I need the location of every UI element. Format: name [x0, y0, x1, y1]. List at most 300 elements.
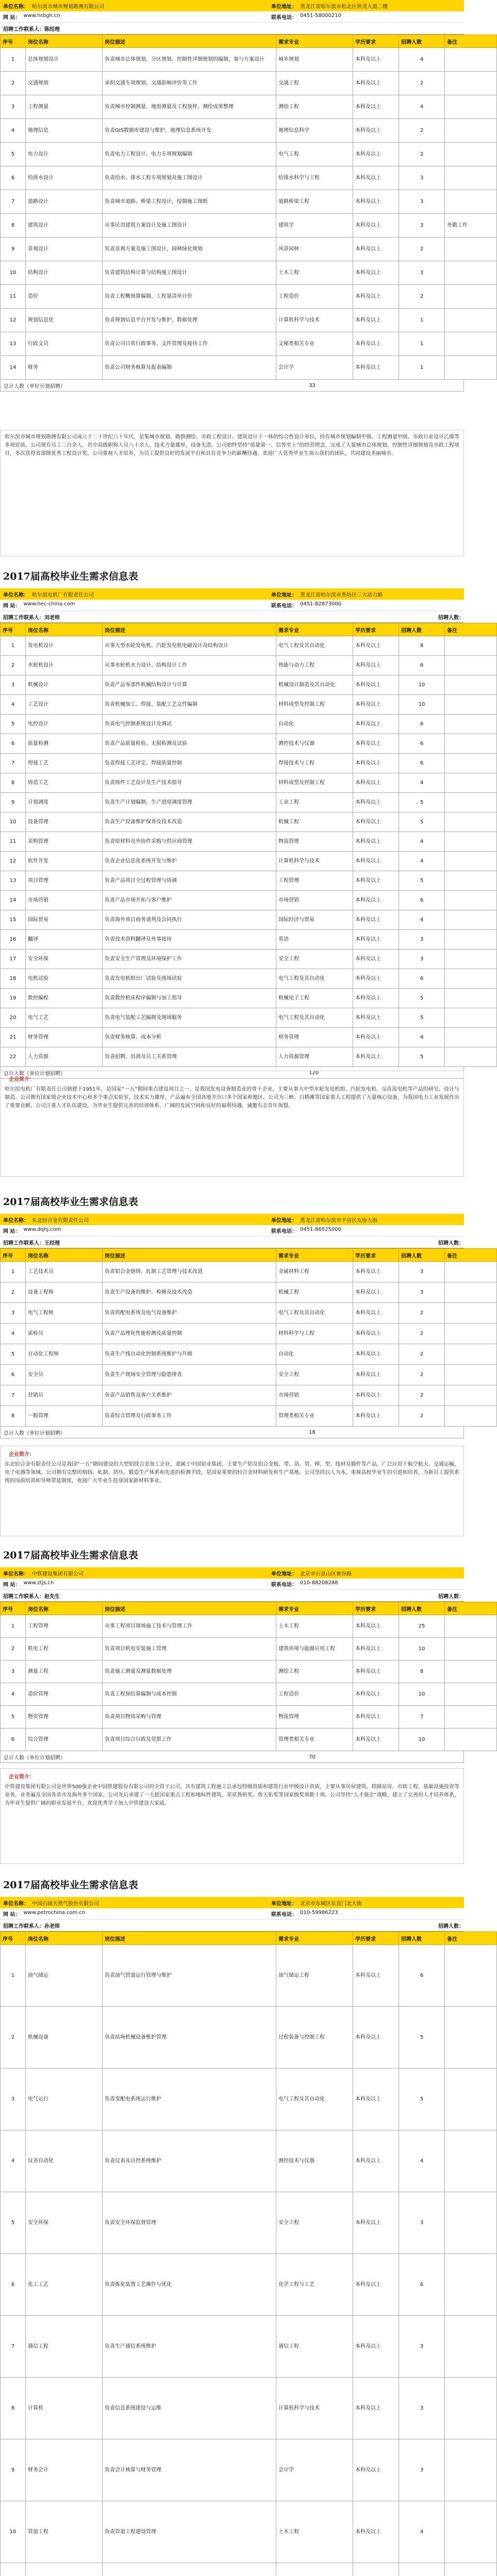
degree: 本科及以上	[353, 2378, 399, 2439]
degree: 本科及以上	[353, 891, 399, 910]
headcount: 10	[399, 695, 445, 715]
total-value: 120	[309, 1070, 319, 1076]
major: 自动化	[276, 715, 353, 734]
table-row	[1, 754, 497, 773]
section-title: 2017届高校毕业生需求信息表	[3, 1550, 138, 1561]
total-row	[0, 1751, 464, 1763]
degree: 本科及以上	[353, 332, 399, 356]
col-header: 备注	[445, 1249, 497, 1262]
address-label: 单位地址：	[271, 592, 297, 598]
remark	[445, 2069, 497, 2130]
job-title: 工艺设计	[26, 695, 103, 715]
remark	[445, 119, 497, 143]
row-index: 8	[1, 773, 26, 793]
degree: 本科及以上	[353, 636, 399, 656]
company-intro	[0, 1071, 464, 1177]
degree: 本科及以上	[353, 675, 399, 695]
major: 风景园林	[276, 238, 353, 261]
major: 材料成型及控制工程	[276, 695, 353, 715]
degree: 本科及以上	[353, 309, 399, 332]
col-header: 需求专业	[276, 35, 353, 48]
table-row	[1, 969, 497, 989]
job-title: 软件开发	[26, 852, 103, 871]
remark	[445, 754, 497, 773]
table-row	[1, 95, 497, 119]
row-index: 2	[1, 2007, 26, 2069]
table-row	[1, 285, 497, 309]
degree: 本科及以上	[353, 2501, 399, 2563]
headcount: 10	[399, 1683, 445, 1706]
job-description: 负责站场机械设备维护管理	[103, 2007, 276, 2069]
major: 土木工程	[276, 2501, 353, 2563]
table-row	[1, 636, 497, 656]
major: 工程造价	[276, 285, 353, 309]
job-title: 测量工程	[26, 1660, 103, 1683]
degree: 本科及以上	[353, 2069, 399, 2130]
degree: 本科及以上	[353, 1008, 399, 1028]
job-title: 总体规划设计	[26, 48, 103, 72]
job-description: 负责仪表及自控系统维护	[103, 2130, 276, 2192]
job-title: 景观设计	[26, 238, 103, 261]
degree: 本科及以上	[353, 1728, 399, 1751]
job-description: 负责电气控制系统设计及调试	[103, 715, 276, 734]
row-index: 2	[1, 1638, 26, 1660]
address-label: 单位地址：	[271, 4, 297, 10]
col-header: 序号	[1, 623, 26, 636]
hr-name: 刘老师	[44, 615, 60, 621]
job-description: 负责铝合金熔铸、轧制工艺管理与技术改进	[103, 1262, 276, 1282]
degree: 本科及以上	[353, 143, 399, 166]
job-title: 安全环保	[26, 950, 103, 969]
degree: 本科及以上	[353, 1324, 399, 1344]
job-description: 负责工程概预算编制、工程量清单计价	[103, 285, 276, 309]
job-title: 综合管理	[26, 1728, 103, 1751]
total-value: 18	[309, 1429, 316, 1435]
contact-person-row	[0, 1920, 464, 1931]
major: 自动化	[276, 1344, 353, 1365]
job-description: 负责GIS数据库建设与维护，地理信息系统开发	[103, 119, 276, 143]
job-title: 项目管理	[26, 871, 103, 891]
degree: 本科及以上	[353, 773, 399, 793]
job-description: 从事大型水轮发电机、汽轮发电机电磁设计及结构设计	[103, 636, 276, 656]
remark	[445, 656, 497, 675]
degree: 本科及以上	[353, 1282, 399, 1303]
major: 物流管理	[276, 832, 353, 852]
job-title: 设备工程师	[26, 1282, 103, 1303]
remark	[445, 1945, 497, 2007]
col-header: 需求专业	[276, 1249, 353, 1262]
job-description: 负责财务核算、成本分析	[103, 1028, 276, 1047]
major: 机械工程	[276, 1282, 353, 1303]
job-title: 财务会计	[26, 2439, 103, 2501]
unit-label: 单位名称：	[3, 1571, 29, 1577]
headcount: 2	[399, 1406, 445, 1427]
job-title: 管道工程	[26, 2501, 103, 2563]
total-row	[0, 1427, 464, 1438]
job-title: 工艺技术员	[26, 1262, 103, 1282]
major: 材料科学与工程	[276, 1324, 353, 1344]
row-index: 8	[1, 1406, 26, 1427]
degree: 本科及以上	[353, 190, 399, 214]
major: 建筑学	[276, 214, 353, 238]
phone-label: 联系电话：	[271, 1582, 297, 1588]
row-index: 5	[1, 1706, 26, 1728]
company-address: 黑龙江省哈尔滨市松北区世茂大道二楼	[300, 4, 388, 10]
headcount: 3	[399, 1282, 445, 1303]
col-header: 学历要求	[353, 1602, 399, 1615]
major: 给排水科学与工程	[276, 166, 353, 190]
table-row	[1, 261, 497, 285]
table-row	[1, 715, 497, 734]
job-description: 负责海外项目商务谈判及合同执行	[103, 910, 276, 930]
contact-person-row	[0, 1590, 464, 1602]
remark	[445, 95, 497, 119]
job-description: 负责发电机组出厂试验及现场试验	[103, 969, 276, 989]
row-index: 13	[1, 332, 26, 356]
row-index: 1	[1, 636, 26, 656]
headcount: 2	[399, 119, 445, 143]
section-title: 2017届高校毕业生需求信息表	[3, 1196, 138, 1208]
quota-label: 招聘人数：	[438, 1923, 464, 1929]
row-index: 5	[1, 143, 26, 166]
hr-label: 招聘工作联系人：	[3, 1594, 44, 1600]
company-block-2	[0, 588, 464, 1079]
degree: 本科及以上	[353, 969, 399, 989]
company-name: 中铁建设集团有限公司	[32, 1571, 84, 1577]
headcount: 8	[399, 636, 445, 656]
table-row	[1, 190, 497, 214]
job-title: 铸造工艺	[26, 773, 103, 793]
degree: 本科及以上	[353, 285, 399, 309]
degree: 本科及以上	[353, 119, 399, 143]
company-web[interactable]: www.hec-china.com	[23, 601, 75, 607]
row-index: 3	[1, 1660, 26, 1683]
job-description: 负责电力工程设计、电力专项规划编制	[103, 143, 276, 166]
job-title: 发电机设计	[26, 636, 103, 656]
major: 会计学	[276, 2439, 353, 2501]
degree: 本科及以上	[353, 812, 399, 832]
degree: 本科及以上	[353, 2130, 399, 2192]
job-description	[103, 2563, 276, 2576]
job-title: 油气储运	[26, 1945, 103, 2007]
company-web[interactable]: www.ztjs.cn	[23, 1580, 54, 1586]
headcount: 4	[399, 2130, 445, 2192]
headcount: 2	[399, 238, 445, 261]
degree: 本科及以上	[353, 1047, 399, 1067]
table-row	[1, 1028, 497, 1047]
headcount: 5	[399, 2007, 445, 2069]
job-title: 国际贸易	[26, 910, 103, 930]
headcount: 3	[399, 2316, 445, 2378]
degree: 本科及以上	[353, 910, 399, 930]
row-index: 9	[1, 238, 26, 261]
job-title: 电机试验	[26, 969, 103, 989]
row-index: 4	[1, 695, 26, 715]
row-index: 16	[1, 930, 26, 950]
major: 金属材料工程	[276, 1262, 353, 1282]
job-title: 焊接工艺	[26, 754, 103, 773]
row-index	[1, 2563, 26, 2576]
job-description: 负责焊接工艺评定、焊接质量控制	[103, 754, 276, 773]
remark: 外勤工作	[445, 214, 497, 238]
degree: 本科及以上	[353, 930, 399, 950]
headcount: 3	[399, 261, 445, 285]
job-title: 电气工艺	[26, 1008, 103, 1028]
major: 化学工程与工艺	[276, 2254, 353, 2316]
table-row	[1, 1385, 497, 1406]
major: 土木工程	[276, 261, 353, 285]
headcount: 2	[399, 72, 445, 95]
major: 地理信息科学	[276, 119, 353, 143]
row-index: 4	[1, 119, 26, 143]
col-header: 岗位名称	[26, 1932, 103, 1945]
jobs-table	[0, 1602, 497, 1751]
major: 材料成型及控制工程	[276, 773, 353, 793]
col-header: 备注	[445, 35, 497, 48]
company-web[interactable]: www.petrochina.com.cn	[23, 1910, 86, 1916]
job-title: 市场营销	[26, 891, 103, 910]
jobs-table	[0, 35, 497, 380]
degree: 本科及以上	[353, 2439, 399, 2501]
major: 国际经济与贸易	[276, 910, 353, 930]
major: 物流管理	[276, 1706, 353, 1728]
table-row	[1, 2130, 497, 2192]
job-description: 负责规划信息平台开发与维护，数据处理	[103, 309, 276, 332]
remark	[445, 1028, 497, 1047]
degree: 本科及以上	[353, 2192, 399, 2254]
remark	[445, 1615, 497, 1638]
job-description: 负责招聘、培训及员工关系管理	[103, 1047, 276, 1067]
company-info-row	[0, 600, 464, 611]
row-index: 6	[1, 1728, 26, 1751]
degree: 本科及以上	[353, 950, 399, 969]
col-header: 招聘人数	[399, 1249, 445, 1262]
major: 安全工程	[276, 1365, 353, 1385]
col-header: 招聘人数	[399, 1602, 445, 1615]
company-web[interactable]: www.hrbgh.cn	[23, 13, 60, 19]
degree: 本科及以上	[353, 1406, 399, 1427]
remark	[445, 852, 497, 871]
degree: 本科及以上	[353, 95, 399, 119]
major	[276, 2563, 353, 2576]
job-title: 工程测量	[26, 95, 103, 119]
headcount: 6	[399, 1945, 445, 2007]
col-header: 学历要求	[353, 1932, 399, 1945]
company-address: 北京市东城区东直门北大街	[300, 1901, 362, 1907]
degree: 本科及以上	[353, 793, 399, 812]
job-description: 负责机械加工、焊接、装配工艺文件编制	[103, 695, 276, 715]
job-title: 造价	[26, 285, 103, 309]
remark	[445, 261, 497, 285]
company-header-bar	[0, 1567, 464, 1579]
row-index: 5	[1, 2192, 26, 2254]
table-row	[1, 871, 497, 891]
company-intro	[0, 430, 464, 556]
unit-label: 单位名称：	[3, 1901, 29, 1907]
table-row	[1, 734, 497, 754]
major: 测绘工程	[276, 95, 353, 119]
row-index: 5	[1, 715, 26, 734]
total-value: 33	[309, 382, 316, 388]
company-phone: 010-88208288	[300, 1580, 338, 1586]
job-description: 承担交通专项规划、交通影响评价等工作	[103, 72, 276, 95]
hr-label: 招聘工作联系人：	[3, 26, 44, 32]
hr-name: 赵先生	[44, 1594, 60, 1600]
headcount: 3	[399, 930, 445, 950]
remark	[445, 1344, 497, 1365]
headcount: 10	[399, 1728, 445, 1751]
table-row	[1, 1683, 497, 1706]
remark	[445, 832, 497, 852]
total-label: 总计人数（单位计划招聘）	[4, 1755, 65, 1761]
headcount: 5	[399, 1008, 445, 1028]
hr-name: 孙老师	[44, 1923, 60, 1929]
row-index: 9	[1, 2439, 26, 2501]
col-header: 岗位描述	[103, 1602, 276, 1615]
table-row	[1, 2501, 497, 2563]
hr-label: 招聘工作联系人：	[3, 615, 44, 621]
col-header: 备注	[445, 623, 497, 636]
job-description: 负责产品质量检验、无损检测及试验	[103, 734, 276, 754]
col-header: 岗位描述	[103, 623, 276, 636]
address-label: 单位地址：	[271, 1217, 297, 1224]
jobs-table	[0, 1248, 497, 1427]
contact-person-row	[0, 611, 464, 623]
major: 文秘类相关专业	[276, 332, 353, 356]
remark	[445, 1303, 497, 1324]
major: 安全工程	[276, 950, 353, 969]
table-row	[1, 1262, 497, 1282]
job-description: 负责生产现场安全管理与隐患排查	[103, 1365, 276, 1385]
remark	[445, 309, 497, 332]
job-title: 安全环保	[26, 2192, 103, 2254]
company-name: 中国石油天然气股份有限公司	[32, 1901, 99, 1907]
headcount: 4	[399, 2501, 445, 2563]
company-block-4	[0, 1567, 464, 1763]
table-row	[1, 309, 497, 332]
col-header: 学历要求	[353, 35, 399, 48]
job-title: 财务	[26, 356, 103, 380]
degree: 本科及以上	[353, 871, 399, 891]
contact-person-row	[0, 1236, 464, 1248]
headcount: 4	[399, 910, 445, 930]
remark	[445, 871, 497, 891]
job-description: 负责项目综合行政及党群工作	[103, 1728, 276, 1751]
job-description: 负责给水、排水工程专项规划及施工图设计	[103, 166, 276, 190]
table-row	[1, 214, 497, 238]
degree: 本科及以上	[353, 356, 399, 380]
major: 电气工程及其自动化	[276, 1303, 353, 1324]
job-description: 负责数控机床程序编制与加工指导	[103, 989, 276, 1008]
company-info-row	[0, 1908, 464, 1920]
company-name: 东北轻合金有限责任公司	[32, 1217, 89, 1224]
job-description: 负责产品销售及客户关系维护	[103, 1385, 276, 1406]
degree: 本科及以上	[353, 166, 399, 190]
remark	[445, 2130, 497, 2192]
total-row	[0, 380, 464, 392]
row-index: 1	[1, 1945, 26, 2007]
table-row	[1, 119, 497, 143]
degree: 本科及以上	[353, 72, 399, 95]
major: 建筑环境与能源应用工程	[276, 1638, 353, 1660]
job-title: 建筑设计	[26, 214, 103, 238]
col-header: 需求专业	[276, 1932, 353, 1945]
major: 热能与动力工程	[276, 656, 353, 675]
job-description: 负责变配电系统运行维护	[103, 2069, 276, 2130]
job-description: 负责安全环保监督管理	[103, 2192, 276, 2254]
degree: 本科及以上	[353, 1344, 399, 1365]
headcount: 5	[399, 1047, 445, 1067]
table-row	[1, 2192, 497, 2254]
table-row	[1, 1406, 497, 1427]
job-description: 负责工程预结算编制与成本控制	[103, 1683, 276, 1706]
job-description: 负责供配电系统及电气设备维护	[103, 1303, 276, 1324]
remark	[445, 166, 497, 190]
headcount: 10	[399, 675, 445, 695]
table-row	[1, 332, 497, 356]
row-index: 10	[1, 812, 26, 832]
col-header: 备注	[445, 1932, 497, 1945]
headcount: 5	[399, 2069, 445, 2130]
job-description: 负责景观方案及施工图设计，园林绿化规划	[103, 238, 276, 261]
major: 市场营销	[276, 891, 353, 910]
headcount: 6	[399, 715, 445, 734]
major: 城乡规划	[276, 48, 353, 72]
intro-text: 中铁建设集团有限公司是世界500强企业中国铁建股份有限公司的全资子公司，具有建筑工程施工总承包特级资质和建筑行业甲级设计资质，主要从事房屋建筑、铁路站房、市政工程、基础设施投资等业务，业务遍及全国各省市及海外多个国家。公司先后承建了一大批国家重点工程和地标性建筑，荣获鲁班奖、詹天佑奖等国家级奖项数十项。公司坚持“人才强企”战略，建立了完善的人才培养体系，为毕业生提供广阔的职业发展平台，欢迎优秀学子加入中铁建设大家庭。	[5, 1784, 459, 1806]
remark	[445, 1683, 497, 1706]
job-description: 负责城市总体规划、分区规划、控制性详细规划的编制，参与方案设计	[103, 48, 276, 72]
row-index: 2	[1, 656, 26, 675]
company-intro	[0, 1446, 464, 1536]
row-index: 12	[1, 309, 26, 332]
company-web[interactable]: www.dqhj.com	[23, 1227, 61, 1232]
job-title: 自动化工程师	[26, 1344, 103, 1365]
col-header: 学历要求	[353, 1249, 399, 1262]
company-address: 黑龙江省哈尔滨市平房区友协大街	[300, 1217, 377, 1224]
intro-text: 哈尔滨市城市规划勘测有限公司成立于二十世纪八十年代，是集城市规划、勘察测绘、市政工程设计、建筑设计于一体的综合性设计单位，持有城乡规划编制甲级、工程测量甲级、市政行业设计乙级等多项资质。公司现有员工三百余人，其中高级职称人员八十余人，技术力量雄厚，设备先进。公司始终坚持“质量第一、信誉至上”的经营理念，完成了大量城市总体规划、控制性详细规划及市政工程项目，多次获得省部级优秀工程设计奖。公司重视人才培养，为员工提供良好的发展平台和具有竞争力的薪酬待遇，欢迎广大优秀毕业生加入我们的团队，共同建设美丽城市。	[5, 434, 459, 456]
table-row	[1, 773, 497, 793]
degree: 本科及以上	[353, 734, 399, 754]
degree: 本科及以上	[353, 695, 399, 715]
degree: 本科及以上	[353, 852, 399, 871]
major: 财务管理	[276, 1028, 353, 1047]
job-description: 负责会计核算与财务管理	[103, 2439, 276, 2501]
row-index: 22	[1, 1047, 26, 1067]
row-index: 2	[1, 72, 26, 95]
table-row	[1, 910, 497, 930]
jobs-table	[0, 623, 497, 1067]
web-label: 网 站：	[3, 15, 21, 21]
headcount: 3	[399, 214, 445, 238]
row-index: 14	[1, 356, 26, 380]
col-header: 岗位名称	[26, 1602, 103, 1615]
job-title: 安全员	[26, 1365, 103, 1385]
remark	[445, 1638, 497, 1660]
col-header: 招聘人数	[399, 1932, 445, 1945]
company-phone: 0451-58000210	[300, 13, 341, 19]
job-title: 营销员	[26, 1385, 103, 1406]
headcount: 3	[399, 2192, 445, 2254]
headcount: 2	[399, 143, 445, 166]
job-description: 负责施工测量及测量数据处理	[103, 1660, 276, 1683]
web-label: 网 站：	[3, 603, 21, 609]
table-row	[1, 2378, 497, 2439]
job-description: 负责综合管理及行政事务工作	[103, 1406, 276, 1427]
job-description: 负责油气管道运行管理与维护	[103, 1945, 276, 2007]
table-row	[1, 72, 497, 95]
remark	[445, 2378, 497, 2439]
table-row	[1, 166, 497, 190]
